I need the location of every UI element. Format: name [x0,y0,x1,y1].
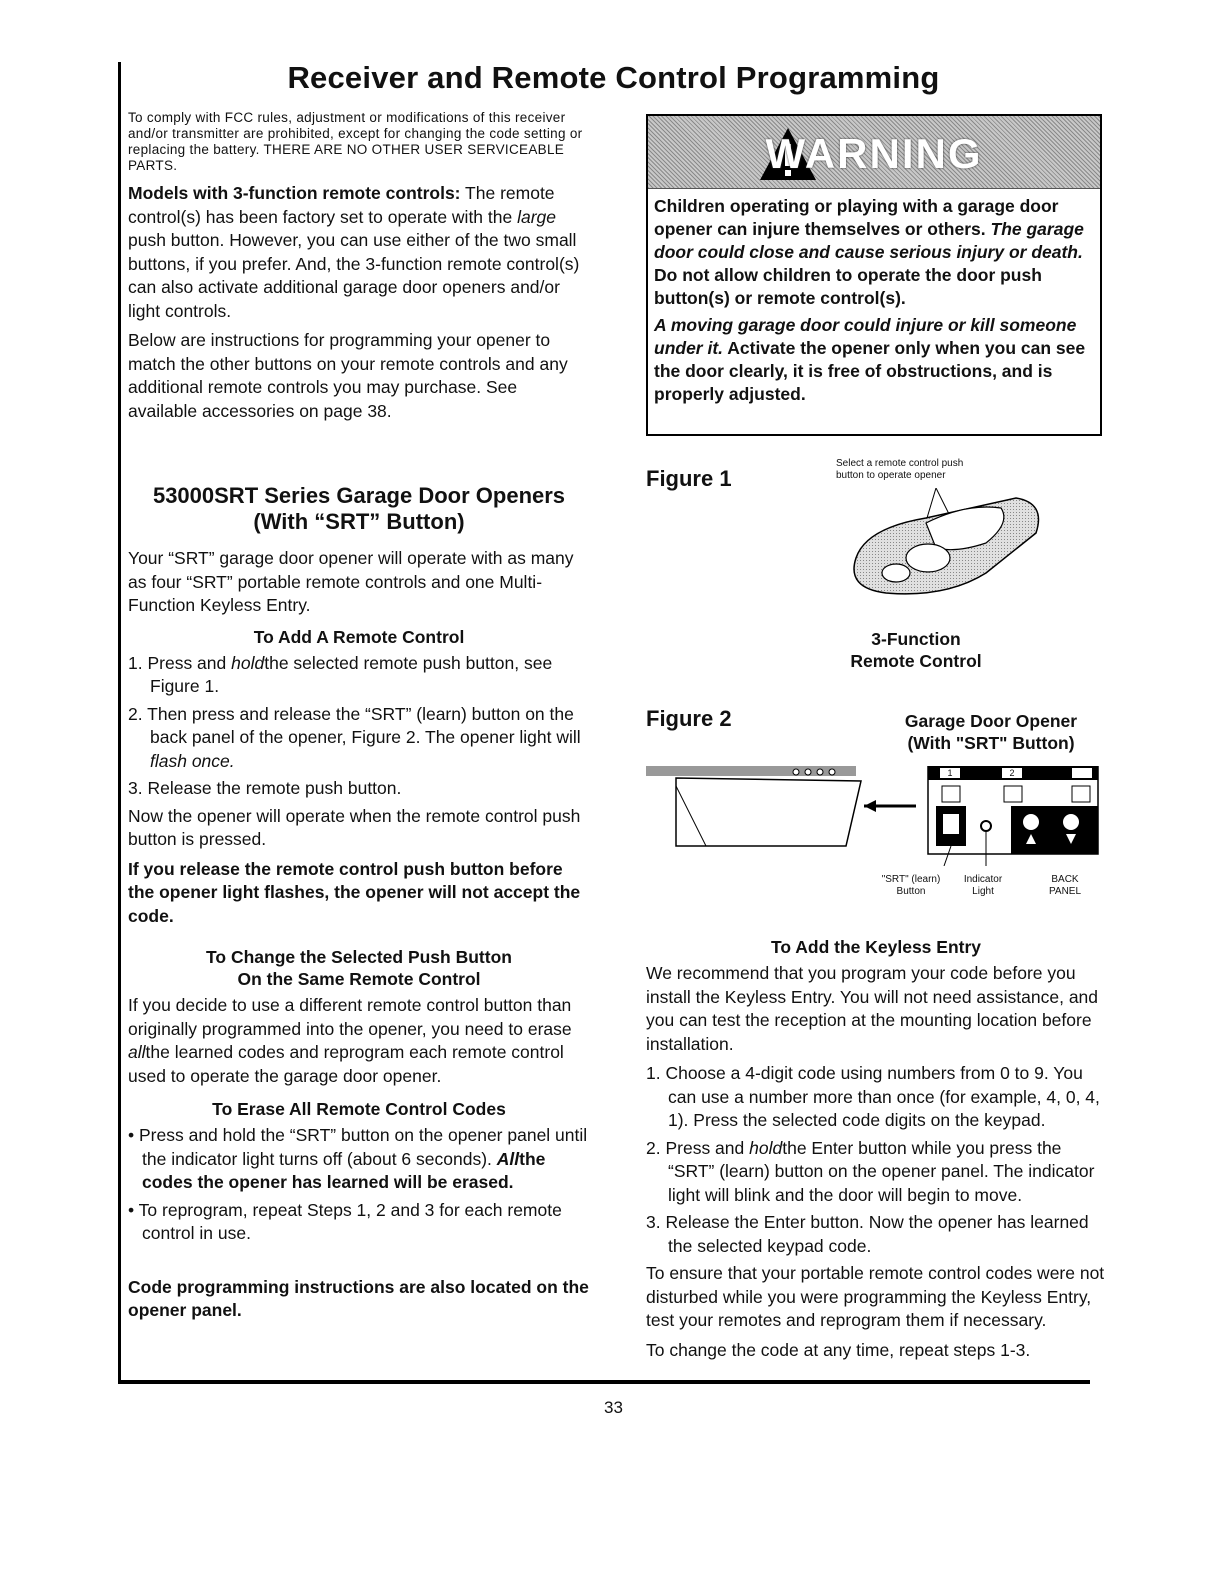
models-large-word: large [517,206,557,227]
right-column [646,110,1106,1362]
ind-label-line2: Light [972,886,994,897]
add-step-2 [128,703,590,774]
back-label-line2: PANEL [1048,886,1082,897]
keyless-recommend: We recommend that you program your code before you install the Keyless Entry. You will not need assistance, and you can test the reception at the mounting location before installation. [646,963,1099,1054]
figure-1-label: Figure 1 [646,466,732,491]
warn-t4: A moving garage door could injure or kill someone under it. [654,315,1077,358]
step1-a: 1. Press and [128,652,232,673]
k2-hold: hold [749,1137,783,1158]
change-paragraph [128,994,590,1088]
series-heading-line2: (With “SRT” Button) [253,509,465,534]
callout-line2: button to operate opener [836,470,946,481]
erase-heading: To Erase All Remote Control Codes [212,1099,506,1119]
keyless-heading: To Add the Keyless Entry [770,937,982,957]
figure-1-callout [836,458,963,482]
fig2-title-line2: (With "SRT" Button) [907,733,1075,753]
warn-t5: Activate the opener only when you can see the door clearly, it is free of obstructions, and is properly adjusted. [654,338,1086,404]
models-text-a: The remote control(s) has been factory set to operate with the [128,183,555,227]
change-heading [128,946,590,990]
step1-hold: hold [231,652,265,673]
button-1-number: 1 [947,768,953,778]
srt-label-line1: "SRT" (learn) [881,874,941,885]
change-all: all [128,1042,146,1062]
warning-box [646,114,1102,436]
erase-1a: • Press and hold the “SRT” button on the opener panel until the indicator light turns off (about 6 seconds). [128,1125,588,1169]
fig2-title-line1: Garage Door Opener [904,711,1078,731]
add-step-3: 3. Release the remote push button. [128,778,402,798]
figure-1-caption [836,628,996,672]
add-step-1 [128,652,590,699]
keyless-step-3: 3. Release the Enter button. Now the opener has learned the selected keypad code. [646,1212,1089,1256]
change-heading-line1: To Change the Selected Push Button [206,947,512,967]
ensure-paragraph: To ensure that your portable remote control codes were not disturbed while you were programming the Keyless Entry, test your remotes and reprogram them if necessary. [646,1263,1105,1330]
opener-back-panel-diagram [646,766,1106,866]
figure-2-label: Figure 2 [646,706,732,731]
add-remote-heading: To Add A Remote Control [253,626,465,647]
button-2-number: 2 [1009,768,1015,778]
srt-intro: Your “SRT” garage door opener will operate with as many as four “SRT” portable remote controls and one Multi-Function Keyless Entry. [128,548,574,615]
srt-label-line2: Button [896,886,926,897]
srt-button-label [876,874,946,898]
left-column [128,110,590,1323]
change-a: If you decide to use a different remote control button than originally programmed into the opener, you need to erase [128,995,572,1039]
back-panel-label [1040,874,1090,898]
step2-flash: flash once. [150,750,235,771]
step1-b: the selected remote push button, see Figure 1. [150,652,553,696]
bottom-rule [118,1380,1090,1384]
warn-t3: Do not allow children to operate the door push button(s) or remote control(s). [654,265,1042,308]
change-b: the learned codes and reprogram each remote control used to operate the garage door opener. [128,1042,564,1086]
figure-2 [646,706,1106,916]
erase-bullet-1 [128,1124,590,1195]
warning-text [648,189,1100,406]
keyless-step-2 [646,1137,1106,1208]
change-heading-line2: On the Same Remote Control [237,969,481,989]
indicator-light-label [956,874,1010,898]
erase-1b: All [496,1148,520,1169]
code-note: Code programming instructions are also located on the opener panel. [128,1276,589,1320]
warning-banner [648,116,1100,189]
release-warning: If you release the remote control push button before the opener light flashes, the opener will not accept the code. [128,858,581,926]
warn-t2: The garage door could close and cause serious injury or death. [654,219,1084,262]
warn-t1: Children operating or playing with a garage door opener can injure themselves or others. [654,196,1059,239]
step2-a: 2. Then press and release the “SRT” (learn) button on the back panel of the opener, Figure 2. The opener light will [128,703,581,747]
change-code-paragraph: To change the code at any time, repeat steps 1-3. [646,1339,1031,1360]
series-heading-line1: 53000SRT Series Garage Door Openers [152,483,566,508]
back-label-line1: BACK [1051,874,1079,885]
left-rule [118,62,121,1382]
models-heading: Models with 3-function remote controls: [128,183,461,203]
figure-1 [646,458,1106,688]
warning-word: WARNING [765,130,983,177]
now-paragraph: Now the opener will operate when the remote control push button is pressed. [128,805,581,849]
remote-control-icon [836,488,1056,608]
figure-2-title [876,710,1106,754]
caption-line2: Remote Control [850,651,982,671]
keyless-step-1: 1. Choose a 4-digit code using numbers from 0 to 9. You can use a number more than once (for example, 4, 0, 4, 1). Press the selected code digits on the keypad. [646,1063,1100,1130]
page-title: Receiver and Remote Control Programming [287,60,940,95]
ind-label-line1: Indicator [963,874,1003,885]
fcc-notice: To comply with FCC rules, adjustment or modifications of this receiver and/or transmitter are prohibited, except for changing the code setting or replacing the battery. THERE ARE NO OTHER USER SERVICEABLE PARTS. [128,110,583,173]
series-heading [128,483,590,535]
caption-line1: 3-Function [871,629,961,649]
models-text-b: push button. However, you can use either of the two small buttons, if you prefer. And, the 3-function remote control(s) can also activate additional garage door openers and/or light controls. [128,230,580,321]
erase-1c: the codes the opener has learned will be erased. [142,1148,546,1192]
page-number: 33 [604,1398,623,1417]
k2-a: 2. Press and [646,1137,750,1158]
erase-bullet-2: • To reprogram, repeat Steps 1, 2 and 3 for each remote control in use. [128,1199,562,1243]
below-paragraph: Below are instructions for programming your opener to match the other buttons on your remote controls and any additional remote controls you may purchase. See available accessories on page 38. [128,330,568,421]
models-paragraph [128,182,590,323]
callout-line1: Select a remote control push [836,458,964,469]
k2-b: the Enter button while you press the “SRT” (learn) button on the opener panel. The indicator light will blink and the door will begin to move. [668,1137,1095,1205]
